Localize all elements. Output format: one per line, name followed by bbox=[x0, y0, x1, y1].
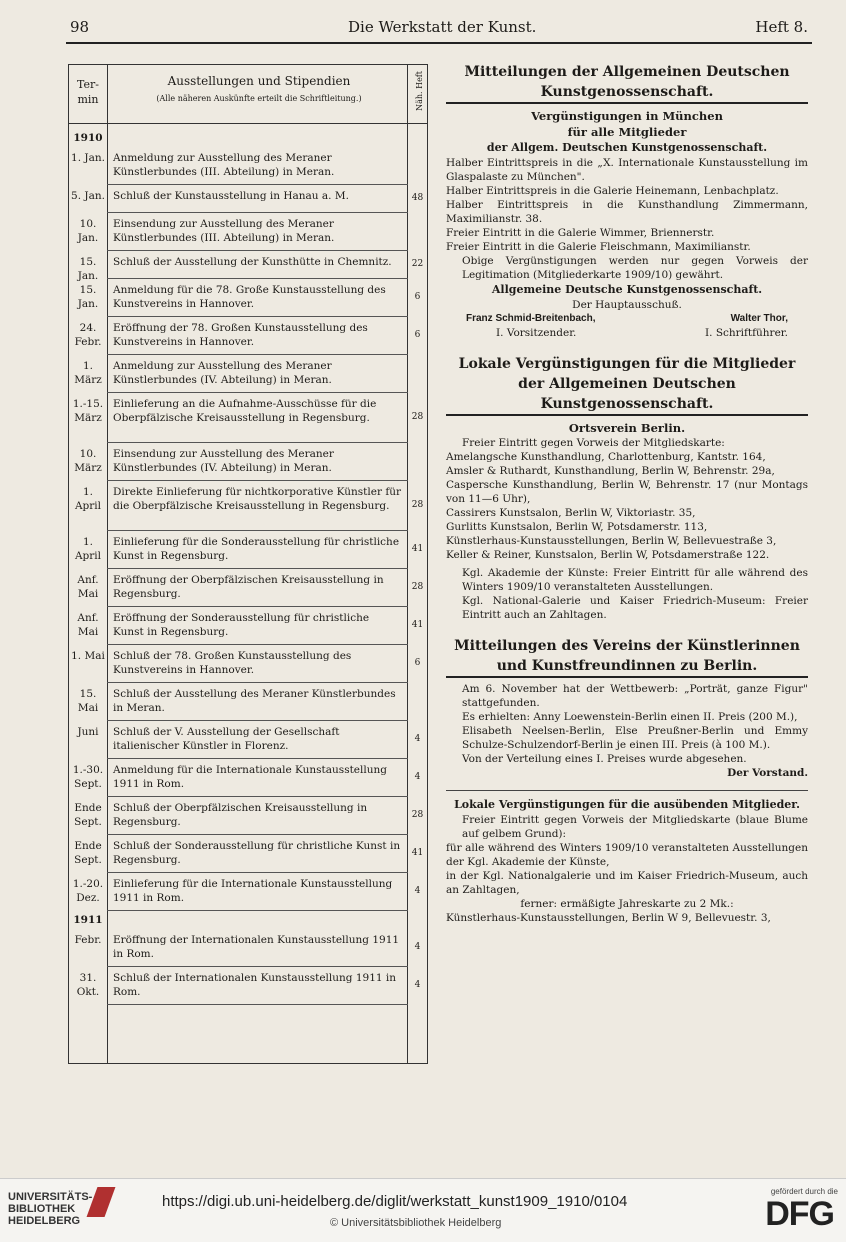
row-issue: 28 bbox=[411, 810, 424, 820]
berlin-item: Keller & Reiner, Kunstsalon, Berlin W, Potsdamerstraße 122. bbox=[446, 549, 770, 561]
berlin-item: Caspersche Kunsthandlung, Berlin W, Behrenstr. 17 (nur Montags von 11—6 Uhr), bbox=[446, 479, 808, 505]
row-text: Anmeldung zur Ausstellung des Meraner Künstlerbundes (IV. Abteilung) in Meran. bbox=[113, 360, 332, 386]
running-title: Die Werkstatt der Kunst. bbox=[348, 18, 537, 36]
practising-intro: Freier Eintritt gegen Vorweis der Mitgliedskarte (blaue Blume auf gelbem Grund): bbox=[462, 814, 808, 840]
permalink-url[interactable]: https://digi.ub.uni-heidelberg.de/diglit/werkstatt_kunst1909_1910/0104 bbox=[162, 1193, 628, 1210]
signature-right-name: Walter Thor, bbox=[730, 313, 788, 324]
table-row bbox=[69, 721, 427, 759]
issue-column-header: Näh. Heft bbox=[415, 71, 424, 111]
row-date: 1. März bbox=[74, 360, 102, 386]
subheading-all-members: für alle Mitglieder bbox=[567, 125, 687, 139]
competition-text: Am 6. November hat der Wettbewerb: „Porträt, ganze Figur" stattgefunden. bbox=[462, 683, 808, 709]
practising-academy: für alle während des Winters 1909/10 veranstalteten Ausstellungen der Kgl. Akademie der Künste, bbox=[446, 842, 808, 868]
signature-right-role: I. Schriftführer. bbox=[705, 327, 788, 339]
table-row bbox=[69, 213, 427, 251]
subheading-association: der Allgem. Deutschen Kunstgenossenschaft. bbox=[486, 141, 768, 154]
row-text: Schluß der 78. Großen Kunstausstellung des Kunstvereins in Hannover. bbox=[113, 650, 352, 676]
row-issue: 41 bbox=[411, 848, 424, 858]
row-date: 31. Okt. bbox=[76, 972, 100, 998]
signature-left-role: I. Vorsitzender. bbox=[496, 327, 577, 339]
table-row bbox=[69, 129, 427, 147]
funded-by-label: gefördert durch die bbox=[770, 1187, 838, 1196]
issue-label: Heft 8. bbox=[755, 18, 808, 36]
row-issue: 28 bbox=[411, 412, 424, 422]
main-column-title: Ausstellungen und Stipendien bbox=[167, 74, 351, 88]
national-gallery-note: Kgl. National-Galerie und Kaiser Friedrich-Museum: Freier Eintritt auch an Zahltagen. bbox=[462, 595, 808, 621]
row-date: Ende Sept. bbox=[74, 802, 102, 828]
table-row bbox=[69, 835, 427, 873]
row-date: Febr. bbox=[74, 934, 102, 946]
table-row bbox=[69, 355, 427, 393]
board-signature: Der Vorstand. bbox=[727, 767, 808, 779]
row-date: Ende Sept. bbox=[74, 840, 102, 866]
date-column-header: Ter- min bbox=[77, 78, 99, 106]
row-issue: 28 bbox=[411, 582, 424, 592]
row-text: Eröffnung der Internationalen Kunstausstellung 1911 in Rom. bbox=[113, 934, 400, 960]
row-issue: 4 bbox=[414, 980, 421, 990]
practising-kuenstlerhaus: Künstlerhaus-Kunstausstellungen, Berlin W 9, Bellevuestr. 3, bbox=[446, 912, 771, 924]
munich-item: Halber Eintrittspreis in die Kunsthandlung Zimmermann, Maximilianstr. 38. bbox=[446, 199, 808, 225]
table-row bbox=[69, 393, 427, 443]
row-issue: 22 bbox=[411, 259, 424, 269]
subheading-munich: Vergünstigungen in München bbox=[531, 109, 723, 123]
subheading-practising-members: Lokale Vergünstigungen für die ausübenden Mitglieder. bbox=[446, 790, 808, 813]
row-text: Schluß der Kunstausstellung in Hanau a. M. bbox=[113, 190, 349, 202]
berlin-item: Cassirers Kunstsalon, Berlin W, Viktoriastr. 35, bbox=[446, 507, 696, 519]
table-row bbox=[69, 279, 427, 317]
row-date: 10. Jan. bbox=[77, 218, 99, 244]
row-date: 1.-20. Dez. bbox=[72, 878, 104, 904]
org-name: Allgemeine Deutsche Kunstgenossenschaft. bbox=[491, 283, 763, 296]
row-text: Schluß der Oberpfälzischen Kreisausstellung in Regensburg. bbox=[113, 802, 368, 828]
row-date: 1. Jan. bbox=[71, 152, 105, 164]
section-title-kuenstlerinnen: Mitteilungen des Vereins der Künstlerinnen und Kunstfreundinnen zu Berlin. bbox=[446, 636, 808, 678]
section-title-kunstgenossenschaft: Mitteilungen der Allgemeinen Deutschen Kunstgenossenschaft. bbox=[446, 62, 808, 104]
row-issue: 4 bbox=[414, 772, 421, 782]
row-text: Anmeldung für die 78. Große Kunstausstellung des Kunstvereins in Hannover. bbox=[113, 284, 386, 310]
prize-third: Elisabeth Neelsen-Berlin, Else Preußner-Berlin und Emmy Schulze-Schulzendorf-Berlin je einen III. Preis (à 100 M.). bbox=[462, 725, 808, 751]
row-issue: 4 bbox=[414, 886, 421, 896]
row-date: Juni bbox=[77, 726, 99, 738]
munich-item: Freier Eintritt in die Galerie Wimmer, Briennerstr. bbox=[446, 227, 715, 239]
berlin-item: Künstlerhaus-Kunstausstellungen, Berlin W, Bellevuestraße 3, bbox=[446, 535, 777, 547]
row-text: Einlieferung für die Internationale Kunstausstellung 1911 in Rom. bbox=[113, 878, 393, 904]
row-text: Schluß der Internationalen Kunstausstellung 1911 in Rom. bbox=[113, 972, 397, 998]
row-text: Anmeldung für die Internationale Kunstausstellung 1911 in Rom. bbox=[113, 764, 387, 790]
row-date: 1910 bbox=[73, 132, 103, 144]
signatures-roles bbox=[446, 326, 808, 340]
practising-annual-card: ferner: ermäßigte Jahreskarte zu 2 Mk.: bbox=[520, 898, 734, 910]
munich-item: Freier Eintritt in die Galerie Fleischmann, Maximilianstr. bbox=[446, 241, 751, 253]
table-row bbox=[69, 251, 427, 282]
row-date: 15. Jan. bbox=[77, 256, 99, 282]
table-row bbox=[69, 873, 427, 911]
row-text: Schluß der Sonderausstellung für christliche Kunst in Regensburg. bbox=[113, 840, 401, 866]
table-row bbox=[69, 185, 427, 213]
munich-note: Obige Vergünstigungen werden nur gegen Vorweis der Legitimation (Mitgliederkarte 1909/10) gewährt. bbox=[462, 255, 808, 281]
row-issue: 41 bbox=[411, 544, 424, 554]
table-row bbox=[69, 759, 427, 797]
row-issue: 4 bbox=[414, 942, 421, 952]
table-row bbox=[69, 443, 427, 481]
main-column-header bbox=[111, 73, 407, 107]
row-date: 1.-15. März bbox=[72, 398, 104, 424]
row-text: Einlieferung an die Aufnahme-Ausschüsse für die Oberpfälzische Kreisausstellung in Regensburg. bbox=[113, 398, 377, 424]
header-rule bbox=[66, 42, 812, 44]
berlin-item: Gurlitts Kunstsalon, Berlin W, Potsdamerstr. 113, bbox=[446, 521, 708, 533]
row-date: 5. Jan. bbox=[71, 190, 105, 202]
berlin-item: Amsler & Ruthardt, Kunsthandlung, Berlin W, Behrenstr. 29a, bbox=[446, 465, 775, 477]
row-date: 10. März bbox=[74, 448, 102, 474]
row-date: 1. Mai bbox=[71, 650, 105, 662]
row-issue: 6 bbox=[414, 658, 421, 668]
main-column-note: (Alle näheren Auskünfte erteilt die Schriftleitung.) bbox=[156, 94, 362, 103]
row-issue: 48 bbox=[411, 193, 424, 203]
row-text: Schluß der Ausstellung des Meraner Künstlerbundes in Meran. bbox=[113, 688, 396, 714]
dfg-logo: DFG bbox=[765, 1195, 834, 1233]
table-row bbox=[69, 569, 427, 607]
munich-item: Halber Eintrittspreis in die Galerie Heinemann, Lenbachplatz. bbox=[446, 185, 779, 197]
row-date: 1911 bbox=[73, 914, 103, 926]
page-header bbox=[70, 18, 808, 40]
table-row bbox=[69, 967, 427, 1005]
row-date: 15. Jan. bbox=[77, 284, 99, 310]
table-row bbox=[69, 929, 427, 967]
row-issue: 4 bbox=[414, 734, 421, 744]
row-date: 15. Mai bbox=[77, 688, 99, 714]
exhibitions-table bbox=[68, 64, 428, 1064]
signatures-names bbox=[446, 312, 808, 326]
row-date: 1.-30. Sept. bbox=[72, 764, 104, 790]
page-number: 98 bbox=[70, 18, 90, 36]
prize-second: Es erhielten: Anny Loewenstein-Berlin einen II. Preis (200 M.), bbox=[462, 711, 798, 723]
viewer-footer bbox=[0, 1178, 846, 1242]
row-issue: 28 bbox=[411, 500, 424, 510]
table-row bbox=[69, 481, 427, 531]
table-row bbox=[69, 531, 427, 569]
table-row bbox=[69, 645, 427, 683]
row-date: Anf. Mai bbox=[77, 612, 99, 638]
practising-national: in der Kgl. Nationalgalerie und im Kaiser Friedrich-Museum, auch an Zahltagen, bbox=[446, 870, 808, 896]
table-row bbox=[69, 607, 427, 645]
table-row bbox=[69, 317, 427, 355]
academy-note: Kgl. Akademie der Künste: Freier Eintritt für alle während des Winters 1909/10 veranstalteten Ausstellungen. bbox=[462, 567, 808, 593]
row-issue: 41 bbox=[411, 620, 424, 630]
signature-left-name: Franz Schmid-Breitenbach, bbox=[466, 313, 596, 324]
row-text: Eröffnung der Oberpfälzischen Kreisausstellung in Regensburg. bbox=[113, 574, 384, 600]
row-text: Anmeldung zur Ausstellung des Meraner Künstlerbundes (III. Abteilung) in Meran. bbox=[113, 152, 335, 178]
row-text: Eröffnung der Sonderausstellung für christliche Kunst in Regensburg. bbox=[113, 612, 370, 638]
row-date: 1. April bbox=[74, 536, 102, 562]
munich-item: Halber Eintrittspreis in die „X. Internationale Kunstausstellung im Glaspalaste zu München". bbox=[446, 157, 808, 183]
heidelberg-library-logo: UNIVERSITÄTS- BIBLIOTHEK HEIDELBERG bbox=[8, 1191, 93, 1227]
row-text: Direkte Einlieferung für nichtkorporative Künstler für die Oberpfälzische Kreisausstellung in Regensburg. bbox=[113, 486, 401, 512]
row-rule bbox=[107, 1004, 408, 1005]
berlin-intro: Freier Eintritt gegen Vorweis der Mitgliedskarte: bbox=[462, 437, 725, 449]
section-title-local-benefits: Lokale Vergünstigungen für die Mitglieder der Allgemeinen Deutschen Kunstgenossenschaft. bbox=[446, 354, 808, 416]
row-date: 1. April bbox=[74, 486, 102, 512]
berlin-item: Amelangsche Kunsthandlung, Charlottenburg, Kantstr. 164, bbox=[446, 451, 766, 463]
table-row bbox=[69, 911, 427, 929]
row-text: Schluß der Ausstellung der Kunsthütte in Chemnitz. bbox=[113, 256, 392, 268]
row-text: Einsendung zur Ausstellung des Meraner Künstlerbundes (III. Abteilung) in Meran. bbox=[113, 218, 335, 244]
prize-first-note: Von der Verteilung eines I. Preises wurde abgesehen. bbox=[462, 753, 747, 765]
table-row bbox=[69, 683, 427, 721]
copyright-notice: © Universitätsbibliothek Heidelberg bbox=[330, 1217, 502, 1229]
table-header bbox=[69, 65, 427, 124]
board-name: Der Hauptausschuß. bbox=[572, 299, 682, 311]
row-date: Anf. Mai bbox=[77, 574, 99, 600]
row-text: Einsendung zur Ausstellung des Meraner Künstlerbundes (IV. Abteilung) in Meran. bbox=[113, 448, 334, 474]
row-date: 24. Febr. bbox=[74, 322, 102, 348]
row-issue: 6 bbox=[414, 330, 421, 340]
table-row bbox=[69, 147, 427, 185]
row-text: Einlieferung für die Sonderausstellung für christliche Kunst in Regensburg. bbox=[113, 536, 400, 562]
row-text: Schluß der V. Ausstellung der Gesellschaft italienischer Künstler in Florenz. bbox=[113, 726, 340, 752]
right-column bbox=[446, 62, 808, 925]
row-text: Eröffnung der 78. Großen Kunstausstellung des Kunstvereins in Hannover. bbox=[113, 322, 368, 348]
table-row bbox=[69, 797, 427, 835]
subheading-berlin: Ortsverein Berlin. bbox=[568, 421, 686, 435]
row-issue: 6 bbox=[414, 292, 421, 302]
